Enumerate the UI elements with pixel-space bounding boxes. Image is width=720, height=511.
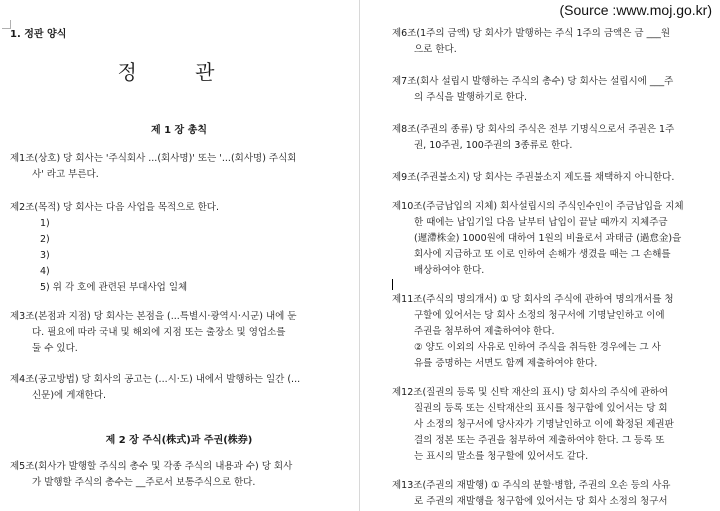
article-1 — [10, 151, 348, 183]
article-line: 주권을 첨부하여 제출하여야 한다. — [414, 326, 555, 337]
article-line: 회사에 지급하고 또 이로 인하여 손해가 생겼을 때는 그 손해를 — [414, 249, 671, 260]
document-page-left — [0, 0, 358, 511]
article-line: 구할에 있어서는 당 회사 소정의 청구서에 기명날인하고 이에 — [414, 310, 665, 321]
article-line: ② 양도 이외의 사유로 인하여 주식을 취득한 경우에는 그 사 — [414, 342, 661, 353]
list-item: 1) — [40, 218, 50, 229]
article-7 — [392, 74, 710, 106]
page-divider — [359, 0, 360, 511]
article-4 — [10, 372, 348, 404]
text-cursor — [392, 279, 393, 290]
article-line: 제9조(주권불소지) 당 회사는 주권불소지 제도를 채택하지 아니한다. — [392, 172, 675, 183]
article-line: 으로 한다. — [414, 44, 457, 55]
article-line: 제11조(주식의 명의개서) ① 당 회사의 주식에 관하여 명의개서를 청 — [392, 294, 674, 305]
article-line: 제7조(회사 설립시 발행하는 주식의 총수) 당 회사는 설립시에 ___주 — [392, 76, 674, 87]
chapter-1-heading: 제 1 장 총칙 — [150, 125, 208, 136]
article-line: 제2조(목적) 당 회사는 다음 사업을 목적으로 한다. — [10, 202, 219, 213]
article-line: 결의 정본 또는 주권을 첨부하여 제출하여야 한다. 그 등록 또 — [414, 435, 665, 446]
chapter-2-heading: 제 2 장 주식(株式)과 주권(株券) — [105, 435, 253, 446]
list-item: 2) — [40, 234, 50, 245]
document-title: 정 관 — [117, 60, 241, 84]
article-11 — [392, 292, 710, 372]
article-line: 제6조(1주의 금액) 당 회사가 발행하는 주식 1주의 금액은 금 ___원 — [392, 28, 671, 39]
article-9 — [392, 170, 710, 186]
article-line: 유를 증명하는 서면도 함께 제출하여야 한다. — [414, 358, 598, 369]
article-line: 사' 라고 부른다. — [32, 169, 99, 180]
article-line: 신문)에 게재한다. — [32, 390, 106, 401]
source-caption: (Source :www.moj.go.kr) — [559, 2, 712, 18]
article-line: 제5조(회사가 발행할 주식의 총수 및 각종 주식의 내용과 수) 당 회사 — [10, 461, 293, 472]
article-2 — [10, 200, 348, 296]
article-line: 는 표시의 말소를 청구할에 있어서도 같다. — [414, 451, 589, 462]
article-10 — [392, 199, 710, 279]
list-item: 5) 위 각 호에 관련된 부대사업 일체 — [40, 282, 188, 293]
article-3 — [10, 309, 348, 357]
article-line: 로 주권의 재발행을 청구함에 있어서는 당 회사 소정의 청구서 — [414, 496, 668, 507]
article-line: 제13조(주권의 재발행) ① 주식의 분할·병합, 주권의 오손 등의 사유 — [392, 480, 671, 491]
article-line: 다. 필요에 따라 국내 및 해외에 지점 또는 출장소 및 영업소를 — [32, 327, 286, 338]
document-page-right — [362, 0, 720, 511]
article-line: (遲滯株金) 1000원에 대하여 1원의 비율로서 과태금 (過怠金)을 — [414, 233, 682, 244]
list-item: 4) — [40, 266, 50, 277]
article-line: 의 주식을 발행하기로 한다. — [414, 92, 528, 103]
article-6 — [392, 26, 710, 58]
article-line: 사 소정의 청구서에 당사자가 기명날인하고 이에 확정된 제권판 — [414, 419, 674, 430]
article-line: 제12조(질권의 등록 및 신탁 재산의 표시) 당 회사의 주식에 관하여 — [392, 387, 669, 398]
article-5 — [10, 459, 348, 491]
article-line: 질권의 등록 또는 신탁재산의 표시를 청구함에 있어서는 당 회 — [414, 403, 668, 414]
article-12 — [392, 385, 710, 465]
article-line: 가 발행할 주식의 총수는 __주로서 보통주식으로 한다. — [32, 477, 256, 488]
article-8 — [392, 122, 710, 154]
article-13 — [392, 478, 710, 510]
article-line: 제8조(주권의 종류) 당 회사의 주식은 전부 기명식으로서 주권은 1주 — [392, 124, 675, 135]
list-item: 3) — [40, 250, 50, 261]
article-line: 제4조(공고방법) 당 회사의 공고는 (...시·도) 내에서 발행하는 일간 (... — [10, 374, 301, 385]
section-heading: 1. 정관 양식 — [10, 29, 67, 40]
article-line: 제10조(주금납입의 지체) 회사설립시의 주식인수인이 주금납입을 지체 — [392, 201, 684, 212]
article-line: 제1조(상호) 당 회사는 '주식회사 ...(회사명)' 또는 '...(회사명) 주식회 — [10, 153, 297, 164]
article-line: 제3조(본점과 지점) 당 회사는 본점을 (...특별시·광역시·시군) 내에 둔 — [10, 311, 297, 322]
article-line: 배상하여야 한다. — [414, 265, 485, 276]
article-line: 권, 10주권, 100주권의 3종류로 한다. — [414, 140, 573, 151]
article-line: 둘 수 있다. — [32, 343, 78, 354]
article-line: 한 때에는 납입기일 다음 날부터 납입이 끝날 때까지 지체주금 — [414, 217, 668, 228]
